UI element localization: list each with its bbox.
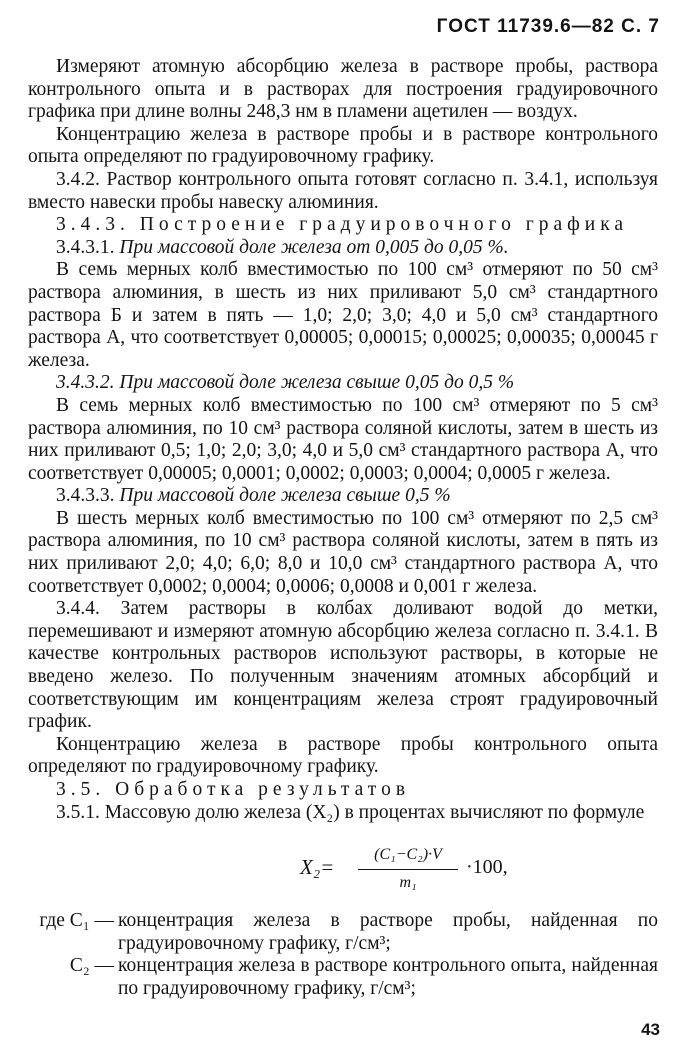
heading-3-4-3-1-number: 3.4.3.1. [56,236,115,258]
heading-3-4-3-2-number: 3.4.3.2. [56,372,115,394]
page-body [28,56,658,1001]
formula-lhs: X₂= [300,855,335,880]
heading-3-4-3-2 [28,372,658,395]
heading-3-4-3-1-text: При массовой доле железа от 0,005 до 0,05 %. [119,236,509,258]
formula [88,846,658,891]
page-header: ГОСТ 11739.6—82 С. 7 [436,16,660,37]
heading-3-4-3-3-number: 3.4.3.3. [56,485,115,507]
paragraph-3-4-2: 3.4.2. Раствор контрольного опыта готовят согласно п. 3.4.1, используя вместо навески пробы навеску алюминия. [28,168,658,213]
paragraph-3-4-4: 3.4.4. Затем растворы в колбах доливают водой до метки, перемешивают и измеряют атомную абсорбцию железа согласно п. 3.4.1. В качестве контрольных растворов используют растворы, в которые не введено железо. По полученным значениям атомных абсорбций и соответствующим им концентрациям железа строят градуировочный график. [28,598,658,733]
definition-c2 [28,955,658,1000]
heading-3-5: 3.5. Обработка результатов [56,779,411,800]
definition-symbol: где C₁ — [39,910,114,932]
definition-symbol: C₂ — [69,955,114,977]
heading-3-4-3: 3.4.3. Построение градуировочного графика [56,214,629,236]
variable-definitions [28,910,658,1000]
formula-rhs: ·100, [466,856,508,879]
formula-fraction [358,844,458,894]
heading-3-4-3-3-text: При массовой доле железа свыше 0,5 % [119,485,451,507]
heading-3-4-3-1 [28,237,658,260]
definition-c1 [28,910,658,955]
paragraph-sample-concentration: Концентрацию железа в растворе пробы контрольного опыта определяют по градуировочному графику. [28,733,658,778]
formula-denominator: m₁ [399,873,417,891]
heading-3-4-3-2-text: При массовой доле железа свыше 0,05 до 0,5 % [119,372,515,394]
page-number: 43 [641,1020,660,1039]
paragraph-3-4-3-2-body: В семь мерных колб вместимостью по 100 см³ отмеряют по 5 см³ раствора алюминия, по 10 см³ раствора соляной кислоты, затем в шесть из них приливают 0,5; 1,0; 2,0; 3,0; 4,0 и 5,0 см³ стандартного раствора А, что соответствует 0,00005; 0,0001; 0,0002; 0,0003; 0,0004; 0,0005 г железа. [28,394,658,484]
definition-text: концентрация железа в растворе пробы, найденная по градуировочному графику, г/см³; [118,910,658,954]
heading-3-4-3-3 [28,485,658,508]
paragraph-3-4-3-3-body: В шесть мерных колб вместимостью по 100 см³ отмеряют по 2,5 см³ раствора алюминия, по 10 см³ раствора соляной кислоты, затем в пять из них приливают 2,0; 4,0; 6,0; 8,0 и 10,0 см³ стандартного раствора А, что соответствует 0,0002; 0,0004; 0,0006; 0,0008 и 0,001 г железа. [28,507,658,597]
formula-numerator: (C₁−C₂)·V [358,844,458,870]
paragraph-3-5-1: 3.5.1. Массовую долю железа (X₂) в процентах вычисляют по формуле [56,801,645,823]
paragraph-3-4-3-1-body: В семь мерных колб вместимостью по 100 см³ отмеряют по 50 см³ раствора алюминия, в шесть из них приливают 5,0 см³ стандартного раствора Б и затем в пять — 1,0; 2,0; 3,0; 4,0 и 5,0 см³ стандартного раствора А, что соответствует 0,00005; 0,00015; 0,00025; 0,00035; 0,00045 г железа. [28,259,658,371]
paragraph-concentration: Концентрацию железа в растворе пробы и в растворе контрольного опыта определяют по градуировочному графику. [28,123,658,168]
definition-text: концентрация железа в растворе контрольного опыта, найденная по градуировочному графику, г/см³; [118,955,658,999]
paragraph-measurement: Измеряют атомную абсорбцию железа в растворе пробы, раствора контрольного опыта и в растворах для построения градуировочного графика при длине волны 248,3 нм в пламени ацетилен — воздух. [28,56,658,123]
